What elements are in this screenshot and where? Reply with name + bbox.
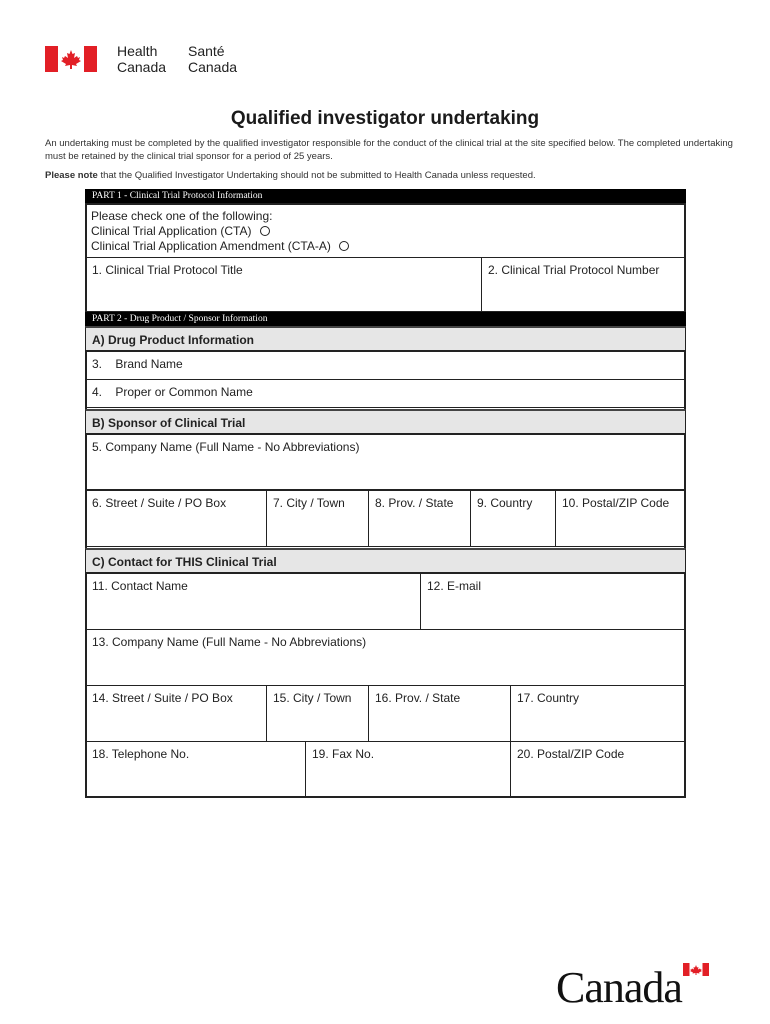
option-cta-label: Clinical Trial Application (CTA) [91, 223, 252, 238]
note-text [45, 170, 536, 181]
contact-telephone-field[interactable]: 18. Telephone No. [85, 741, 306, 798]
contact-street-field[interactable]: 14. Street / Suite / PO Box [85, 685, 267, 742]
part1-bar: PART 1 - Clinical Trial Protocol Information [85, 189, 686, 203]
sponsor-city-field[interactable]: 7. City / Town [266, 490, 369, 547]
cta-radio[interactable] [260, 226, 270, 236]
agency-en-line1: Health [117, 43, 158, 59]
protocol-type-check [85, 203, 686, 257]
canada-flag-icon [45, 46, 97, 72]
part2-bar: PART 2 - Drug Product / Sponsor Information [85, 312, 686, 326]
contact-name-field[interactable]: 11. Contact Name [85, 573, 421, 630]
intro-text: An undertaking must be completed by the qualified investigator responsible for the conduct of the clinical trial at the site specified below. The completed undertaking must be retained by the clinical trial sponsor for a period of 25 years. [45, 138, 733, 162]
page-title: Qualified investigator undertaking [230, 108, 540, 129]
protocol-number-field[interactable]: 2. Clinical Trial Protocol Number [481, 257, 686, 313]
protocol-title-field[interactable]: 1. Clinical Trial Protocol Title [85, 257, 482, 313]
contact-company-field[interactable]: 13. Company Name (Full Name - No Abbreviations) [85, 629, 686, 686]
proper-name-field[interactable] [85, 379, 686, 408]
contact-prov-field[interactable]: 16. Prov. / State [368, 685, 511, 742]
agency-name-fr [188, 43, 237, 75]
contact-email-field[interactable]: 12. E-mail [420, 573, 686, 630]
check-prompt: Please check one of the following: [91, 208, 273, 223]
option-cta-a-label: Clinical Trial Application Amendment (CTA-A) [91, 238, 331, 253]
field3-num: 3. [92, 357, 103, 371]
agency-fr-line2: Canada [188, 59, 238, 75]
brand-name-field[interactable] [85, 351, 686, 380]
canada-wordmark-flag-icon [683, 963, 709, 976]
note-rest: that the Qualified Investigator Undertaking should not be submitted to Health Canada unless requested. [97, 170, 536, 181]
section-c-heading: C) Contact for THIS Clinical Trial [85, 548, 686, 573]
sponsor-postal-field[interactable]: 10. Postal/ZIP Code [555, 490, 686, 547]
sponsor-country-field[interactable]: 9. Country [470, 490, 556, 547]
contact-postal-field[interactable]: 20. Postal/ZIP Code [510, 741, 686, 798]
canada-wordmark: Canada [556, 963, 682, 1012]
agency-name-en [117, 43, 166, 75]
field4-label: Proper or Common Name [115, 385, 253, 399]
note-bold: Please note [45, 170, 98, 181]
sponsor-street-field[interactable]: 6. Street / Suite / PO Box [85, 490, 267, 547]
contact-country-field[interactable]: 17. Country [510, 685, 686, 742]
cta-a-radio[interactable] [339, 241, 349, 251]
contact-fax-field[interactable]: 19. Fax No. [305, 741, 511, 798]
sponsor-prov-field[interactable]: 8. Prov. / State [368, 490, 471, 547]
option-cta[interactable] [91, 223, 680, 238]
field4-num: 4. [92, 385, 103, 399]
section-a-heading: A) Drug Product Information [85, 326, 686, 351]
contact-city-field[interactable]: 15. City / Town [266, 685, 369, 742]
field3-label: Brand Name [115, 357, 183, 371]
section-b-heading: B) Sponsor of Clinical Trial [85, 409, 686, 434]
agency-en-line2: Canada [117, 59, 167, 75]
option-cta-a[interactable] [91, 238, 680, 253]
sponsor-company-field[interactable]: 5. Company Name (Full Name - No Abbreviations) [85, 434, 686, 490]
agency-fr-line1: Santé [188, 43, 225, 59]
